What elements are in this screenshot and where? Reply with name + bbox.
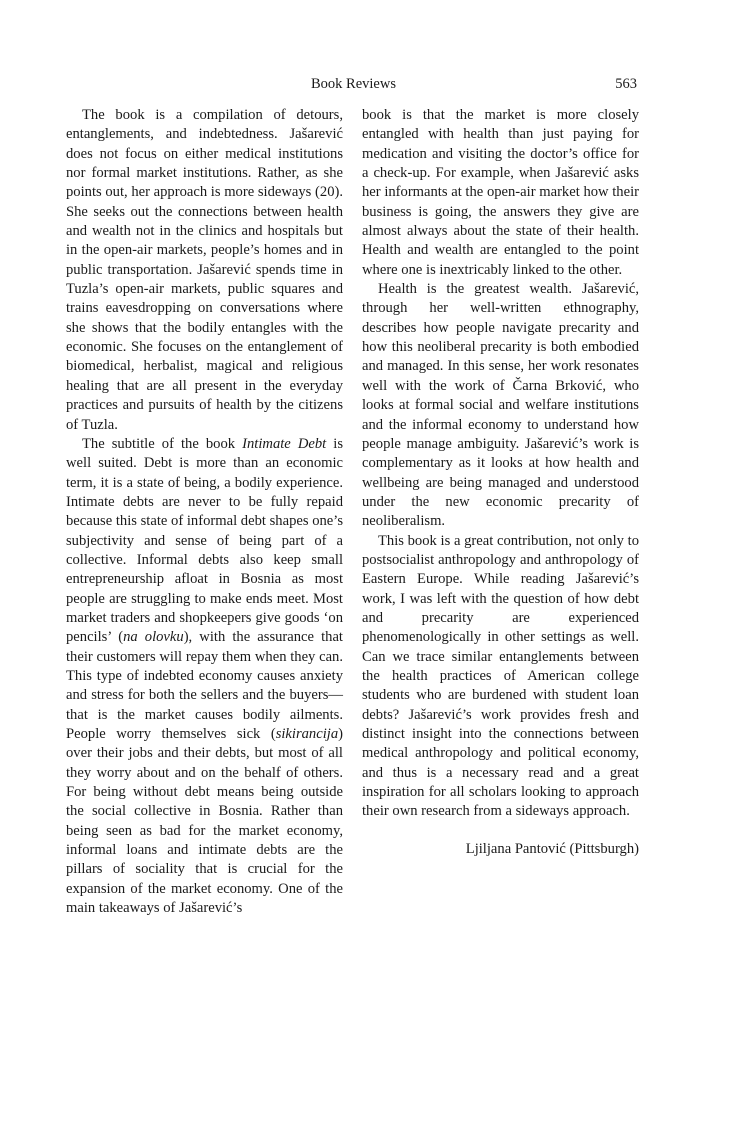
text-run: ) over their jobs and their debts, but most of all they worry about and on the behalf of others. For being without debt means being outside the social collective in Bosnia. Rather than being seen as bad for the market economy, informal loans and intimate debts are the pillars of sociality that is crucial for the expansion of the market economy. One of the main takeaways of Jašarević’s: [66, 726, 343, 917]
page-number: 563: [615, 76, 637, 92]
term-sikirancija: sikirancija: [275, 726, 339, 742]
left-column: [66, 106, 343, 918]
paragraph-health-wealth: Health is the greatest wealth. Jašarević, through her well-written ethnography, describes how people navigate precarity and how this neoliberal precarity is both embodied and managed. In this sense, her work resonates well with the work of Čarna Brković, who looks at formal social and welfare institutions and the informal economy to understand how people manage ambiguity. Jašarević’s work is complementary as it looks at how health and wellbeing are being managed and understood under the new economic precarity of neoliberalism.: [362, 281, 639, 530]
running-head: [0, 76, 754, 96]
text-run: The subtitle of the book: [82, 435, 243, 452]
running-title: Book Reviews: [311, 76, 396, 92]
right-column: [362, 106, 639, 918]
paragraph-conclusion: This book is a great contribution, not only to postsocialist anthropology and anthropology of Eastern Europe. While reading Jašarević’s work, I was left with the question of how debt and precarity are experienced phenomenologically in other settings as well. Can we trace similar entanglements between the health practices of American college students who are burdened with student loan debts? Jašarević’s work provides fresh and distinct insight into the connections between medical anthropology and political economy, and thus is a necessary read and a great inspiration for all scholars looking to approach their own research from a sideways approach.: [362, 532, 639, 820]
text-run: ), with the assurance that their customers will repay them when they can. This type of indebted economy causes anxiety and stress for both the sellers and the buyers—that is the market causes bodily ailments. People worry themselves sick (: [66, 629, 343, 742]
text-columns: [66, 106, 639, 918]
paragraph-intro: The book is a compilation of detours, entanglements, and indebtedness. Jašarević does not focus on either medical institutions nor formal market institutions. Rather, as she points out, her approach is more sideways (20). She seeks out the connections between health and wealth not in the clinics and hospitals but in the open-air markets, people’s homes and in public transportation. Jašarević spends time in Tuzla’s open-air markets, public squares and trains eavesdropping on conversations where she shows that the bodily entangles with the economic. She focuses on the entanglement of biomedical, herbalist, magical and religious healing that are all present in the everyday practices and pursuits of health by the citizens of Tuzla.: [66, 107, 343, 433]
paragraph-continued: book is that the market is more closely entangled with health than just paying for medication and visiting the doctor’s office for a check-up. For example, when Jašarević asks her informants at the open-air market how their business is going, the answers they give are almost always about the state of their health. Health and wealth are entangled to the point where one is inextricably linked to the other.: [362, 107, 639, 278]
reviewer-signature: Ljiljana Pantović (Pittsburgh): [465, 840, 639, 857]
paragraph-subtitle: [66, 435, 343, 919]
term-na-olovku: na olovku: [123, 629, 184, 646]
text-run: is well suited. Debt is more than an economic term, it is a state of being, a bodily experience. Intimate debts are never to be fully repaid because this state of informal debt shapes one’s subjectivity and sense of being part of a collective. Informal debts also keep small entrepreneurship afloat in Bosnia as most people are struggling to make ends meet. Most market traders and shopkeepers give goods ‘on pencils’ (: [66, 435, 343, 646]
book-subtitle: Intimate Debt: [242, 435, 327, 452]
